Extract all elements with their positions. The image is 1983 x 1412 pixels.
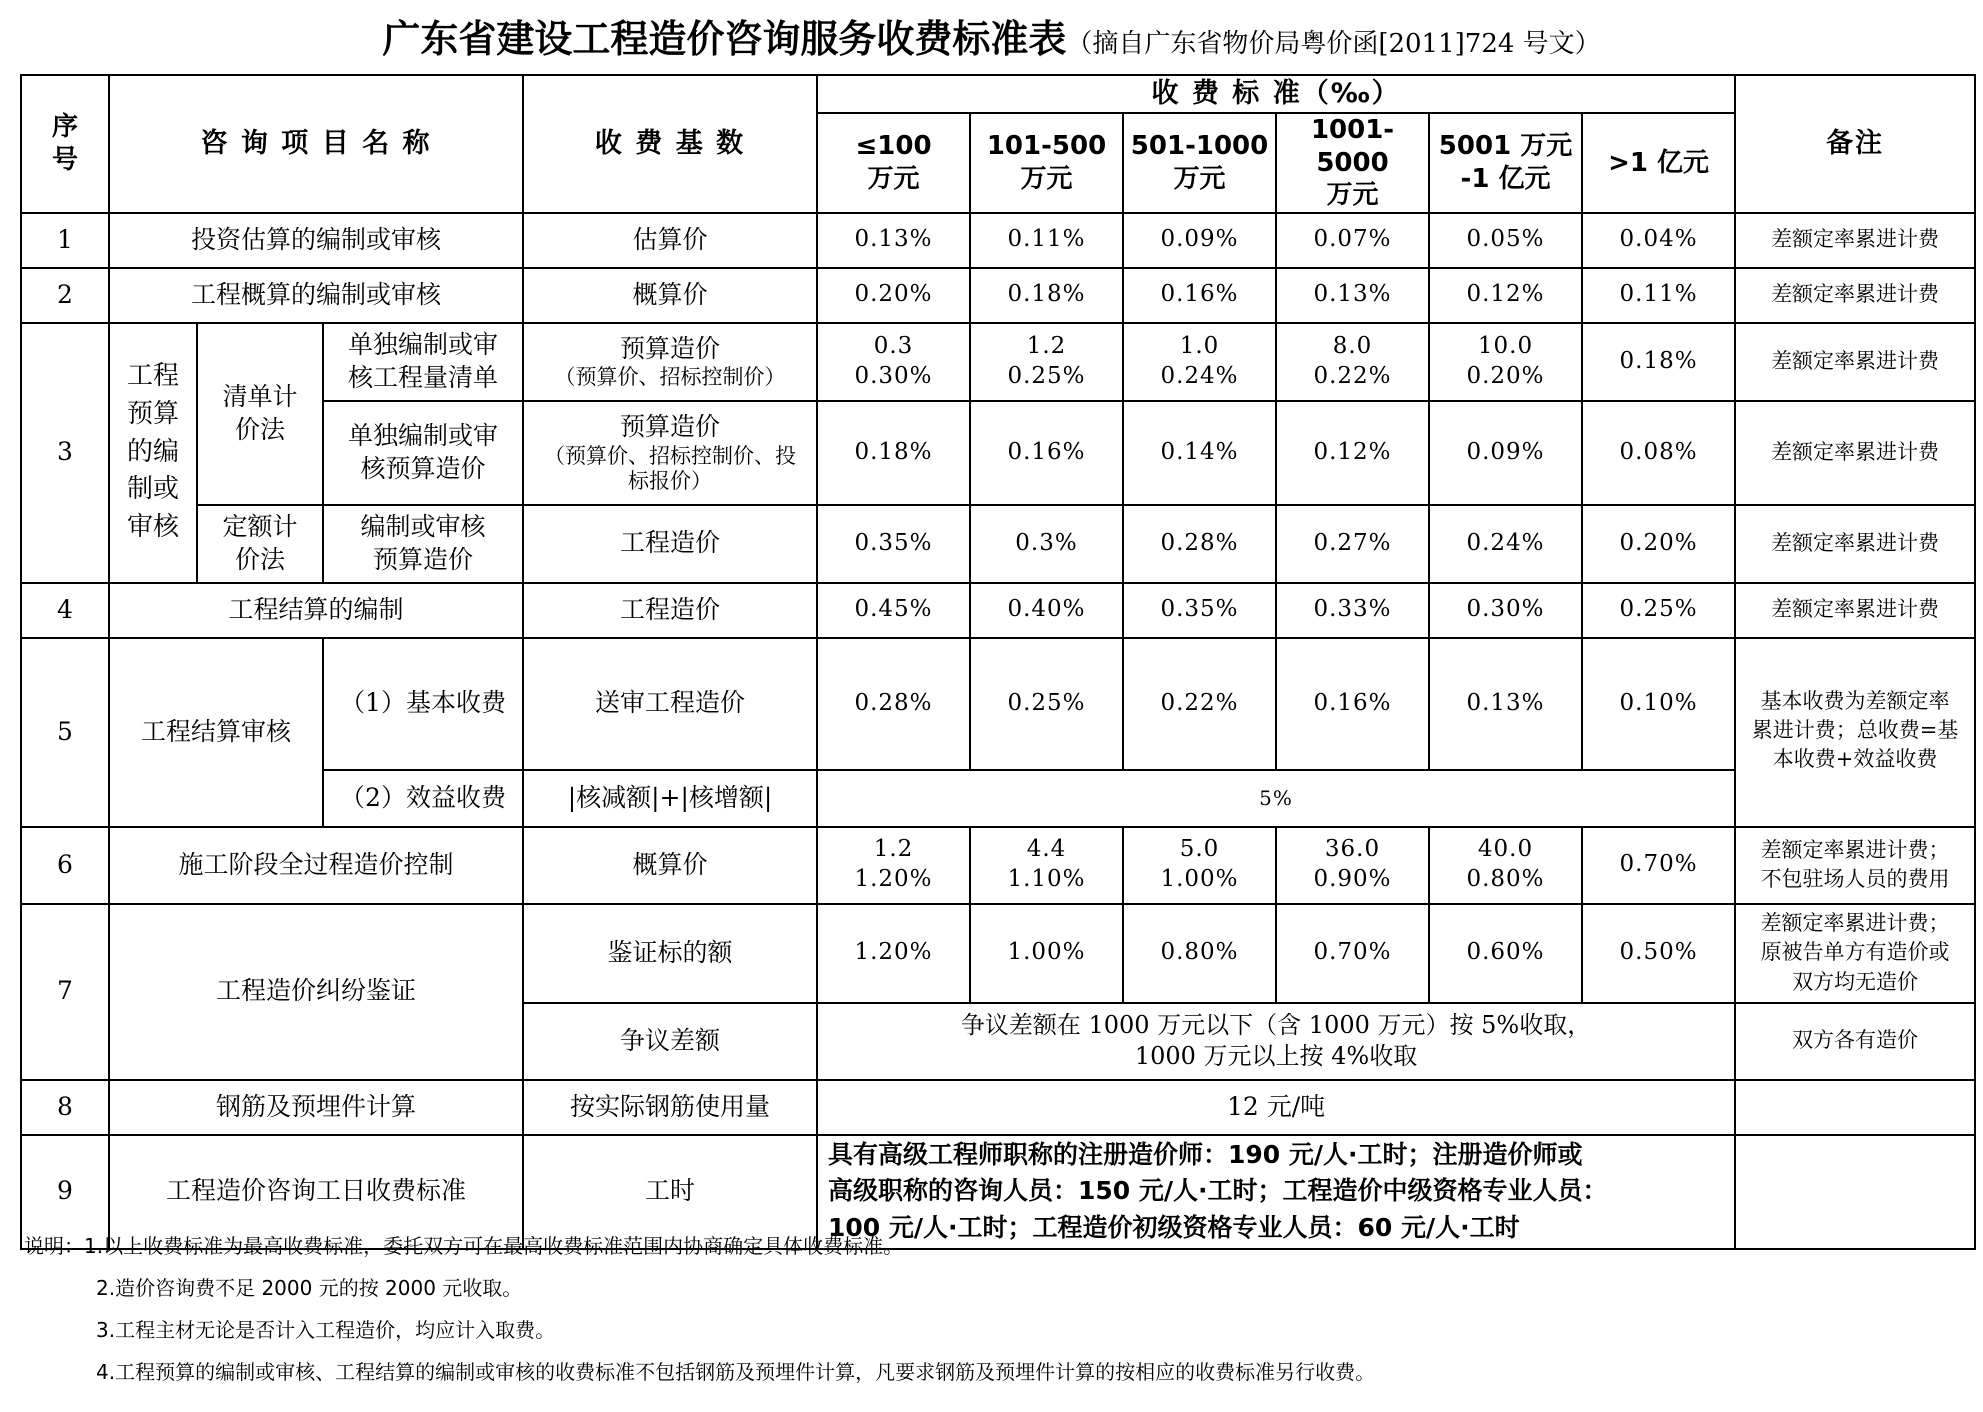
row-base-note: （预算价、招标控制价、投 标报价）: [544, 443, 797, 493]
rate-cell: 0.16%: [1276, 638, 1429, 770]
rate-cell: 0.40%: [970, 583, 1123, 638]
rate-cell: 0.11%: [970, 213, 1123, 268]
page-title: [0, 8, 1983, 63]
row-base: 估算价: [523, 213, 817, 268]
note-3: 3.工程主材无论是否计入工程造价，均应计入取费。: [96, 1318, 556, 1342]
row-remark: 差额定率累进计费； 不包驻场人员的费用: [1735, 827, 1975, 904]
row-seq: 8: [21, 1080, 109, 1135]
band-1: ≤100 万元: [817, 113, 970, 213]
row-remark: 差额定率累进计费； 原被告单方有造价或 双方均无造价: [1735, 904, 1975, 1003]
band-3: 501-1000 万元: [1123, 113, 1276, 213]
fee-standard-table: [20, 74, 1976, 1250]
rate-cell: 0.3%: [970, 505, 1123, 583]
row-item-name: 工程概算的编制或审核: [109, 268, 523, 323]
header-remark: 备注: [1735, 75, 1975, 213]
rate-cell: 0.24%: [1429, 505, 1582, 583]
row-item-name: 单独编制或审 核工程量清单: [323, 323, 523, 401]
rate-cell-merged: 具有高级工程师职称的注册造价师：190 元/人·工时；注册造价师或 高级职称的咨询人员：150 元/人·工时；工程造价中级资格专业人员： 100 元/人·工时；工程造价初级资格专业人员：60 元/人·工时: [817, 1135, 1735, 1249]
row-remark: [1735, 1080, 1975, 1135]
row-item-name: 投资估算的编制或审核: [109, 213, 523, 268]
table-row: [21, 323, 1975, 401]
band-4: 1001-5000 万元: [1276, 113, 1429, 213]
note-1: 说明：1.以上收费标准为最高收费标准，委托双方可在最高收费标准范围内协商确定具体收费标准。: [24, 1234, 904, 1258]
header-base: 收 费 基 数: [523, 75, 817, 213]
rate-cell: 1.2 1.20%: [817, 827, 970, 904]
table-row: [21, 638, 1975, 770]
rate-cell: 0.30%: [1429, 583, 1582, 638]
rate-cell: 0.28%: [1123, 505, 1276, 583]
row-base: 工程造价: [523, 505, 817, 583]
note-4: 4.工程预算的编制或审核、工程结算的编制或审核的收费标准不包括钢筋及预埋件计算，凡要求钢筋及预埋件计算的按相应的收费标准另行收费。: [96, 1360, 1376, 1384]
row-seq: 4: [21, 583, 109, 638]
rate-cell: 0.70%: [1276, 904, 1429, 1003]
rate-cell: 0.11%: [1582, 268, 1735, 323]
row-base-label: 预算造价: [620, 412, 721, 442]
row-base: 工时: [523, 1135, 817, 1249]
rate-cell: 0.20%: [1582, 505, 1735, 583]
row-item-name: 施工阶段全过程造价控制: [109, 827, 523, 904]
rate-cell: 1.20%: [817, 904, 970, 1003]
rate-cell: 0.28%: [817, 638, 970, 770]
rate-cell: 0.18%: [970, 268, 1123, 323]
rate-cell: 0.18%: [817, 401, 970, 505]
row-item-name: 编制或审核 预算造价: [323, 505, 523, 583]
row-base: 按实际钢筋使用量: [523, 1080, 817, 1135]
row-remark: 基本收费为差额定率 累进计费；总收费=基 本收费+效益收费: [1735, 638, 1975, 827]
row-subitem-name: （1）基本收费: [323, 638, 523, 770]
row-base: 鉴证标的额: [523, 904, 817, 1003]
row-seq: 6: [21, 827, 109, 904]
rate-cell: 0.33%: [1276, 583, 1429, 638]
row-remark: 差额定率累进计费: [1735, 268, 1975, 323]
band-6: >1 亿元: [1582, 113, 1735, 213]
rate-cell-merged: 12 元/吨: [817, 1080, 1735, 1135]
rate-cell: 0.10%: [1582, 638, 1735, 770]
rate-cell: 0.45%: [817, 583, 970, 638]
rate-cell: 1.0 0.24%: [1123, 323, 1276, 401]
rate-cell: 0.16%: [970, 401, 1123, 505]
row-base: [523, 323, 817, 401]
rate-cell: 0.60%: [1429, 904, 1582, 1003]
rate-cell: 8.0 0.22%: [1276, 323, 1429, 401]
rate-cell-merged: 争议差额在 1000 万元以下（含 1000 万元）按 5%收取， 1000 万元以上按 4%收取: [817, 1003, 1735, 1080]
row-remark: 差额定率累进计费: [1735, 323, 1975, 401]
rate-cell: 0.16%: [1123, 268, 1276, 323]
rate-cell: 0.12%: [1276, 401, 1429, 505]
row-item-name: 工程结算审核: [109, 638, 323, 827]
notes-section: [24, 1225, 1964, 1393]
band-5: 5001 万元 -1 亿元: [1429, 113, 1582, 213]
rate-cell: 0.12%: [1429, 268, 1582, 323]
rate-cell: 0.13%: [1276, 268, 1429, 323]
row-remark: 差额定率累进计费: [1735, 505, 1975, 583]
row-item-name: 工程造价纠纷鉴证: [109, 904, 523, 1080]
table-row: [21, 904, 1975, 1003]
rate-cell: 0.05%: [1429, 213, 1582, 268]
row-base: 概算价: [523, 827, 817, 904]
rate-cell: 5.0 1.00%: [1123, 827, 1276, 904]
rate-cell: 0.09%: [1123, 213, 1276, 268]
title-source: （摘自广东省物价局粤价函[2011]724 号文）: [1066, 29, 1601, 59]
row-base: [523, 401, 817, 505]
rate-cell: 10.0 0.20%: [1429, 323, 1582, 401]
row-remark: 差额定率累进计费: [1735, 401, 1975, 505]
header-item: 咨 询 项 目 名 称: [109, 75, 523, 213]
row-remark: 双方各有造价: [1735, 1003, 1975, 1080]
rate-cell: 0.04%: [1582, 213, 1735, 268]
rate-cell: 4.4 1.10%: [970, 827, 1123, 904]
rate-cell: 0.35%: [817, 505, 970, 583]
rate-cell: 0.22%: [1123, 638, 1276, 770]
row-subgroup-name: 定额计 价法: [197, 505, 323, 583]
rate-cell: 0.25%: [1582, 583, 1735, 638]
row-item-name: 工程结算的编制: [109, 583, 523, 638]
row-seq: 1: [21, 213, 109, 268]
row-seq: 2: [21, 268, 109, 323]
rate-cell: 0.50%: [1582, 904, 1735, 1003]
row-seq: 5: [21, 638, 109, 827]
header-standard: 收 费 标 准（‰）: [817, 75, 1735, 113]
rate-cell: 0.07%: [1276, 213, 1429, 268]
row-base: |核减额|+|核增额|: [523, 770, 817, 827]
rate-cell: 0.35%: [1123, 583, 1276, 638]
rate-cell: 0.13%: [817, 213, 970, 268]
table-row: [21, 827, 1975, 904]
rate-cell: 0.27%: [1276, 505, 1429, 583]
row-remark: 差额定率累进计费: [1735, 583, 1975, 638]
row-seq: 9: [21, 1135, 109, 1249]
table-row: [21, 583, 1975, 638]
row-group-name: 工程 预算 的编 制或 审核: [109, 323, 197, 583]
row-base: 概算价: [523, 268, 817, 323]
rate-cell: 0.25%: [970, 638, 1123, 770]
rate-cell: 0.09%: [1429, 401, 1582, 505]
row-base: 工程造价: [523, 583, 817, 638]
row-item-name: 钢筋及预埋件计算: [109, 1080, 523, 1135]
rate-cell: 0.14%: [1123, 401, 1276, 505]
row-base: 送审工程造价: [523, 638, 817, 770]
rate-cell: 0.3 0.30%: [817, 323, 970, 401]
rate-cell: 40.0 0.80%: [1429, 827, 1582, 904]
rate-cell: 0.70%: [1582, 827, 1735, 904]
row-base-label: 预算造价: [620, 333, 721, 363]
header-seq: 序号: [21, 75, 109, 213]
band-2: 101-500 万元: [970, 113, 1123, 213]
rate-cell: 0.20%: [817, 268, 970, 323]
row-base: 争议差额: [523, 1003, 817, 1080]
row-item-name: 工程造价咨询工日收费标准: [109, 1135, 523, 1249]
row-subitem-name: （2）效益收费: [323, 770, 523, 827]
table-row: [21, 213, 1975, 268]
header-row: [21, 75, 1975, 113]
rate-cell: 0.13%: [1429, 638, 1582, 770]
rate-cell: 0.08%: [1582, 401, 1735, 505]
rate-cell: 36.0 0.90%: [1276, 827, 1429, 904]
row-remark: 差额定率累进计费: [1735, 213, 1975, 268]
rate-cell: 1.2 0.25%: [970, 323, 1123, 401]
row-item-name: 单独编制或审 核预算造价: [323, 401, 523, 505]
rate-cell: 0.80%: [1123, 904, 1276, 1003]
rate-cell: 1.00%: [970, 904, 1123, 1003]
row-base-note: （预算价、招标控制价）: [554, 365, 786, 390]
table-row: [21, 1080, 1975, 1135]
table-row: [21, 268, 1975, 323]
title-main: 广东省建设工程造价咨询服务收费标准表: [382, 17, 1067, 61]
note-2: 2.造价咨询费不足 2000 元的按 2000 元收取。: [96, 1276, 523, 1300]
rate-cell-merged: 5%: [817, 770, 1735, 827]
row-subgroup-name: 清单计 价法: [197, 323, 323, 505]
rate-cell: 0.18%: [1582, 323, 1735, 401]
row-seq: 3: [21, 323, 109, 583]
row-seq: 7: [21, 904, 109, 1080]
table-row: [21, 505, 1975, 583]
